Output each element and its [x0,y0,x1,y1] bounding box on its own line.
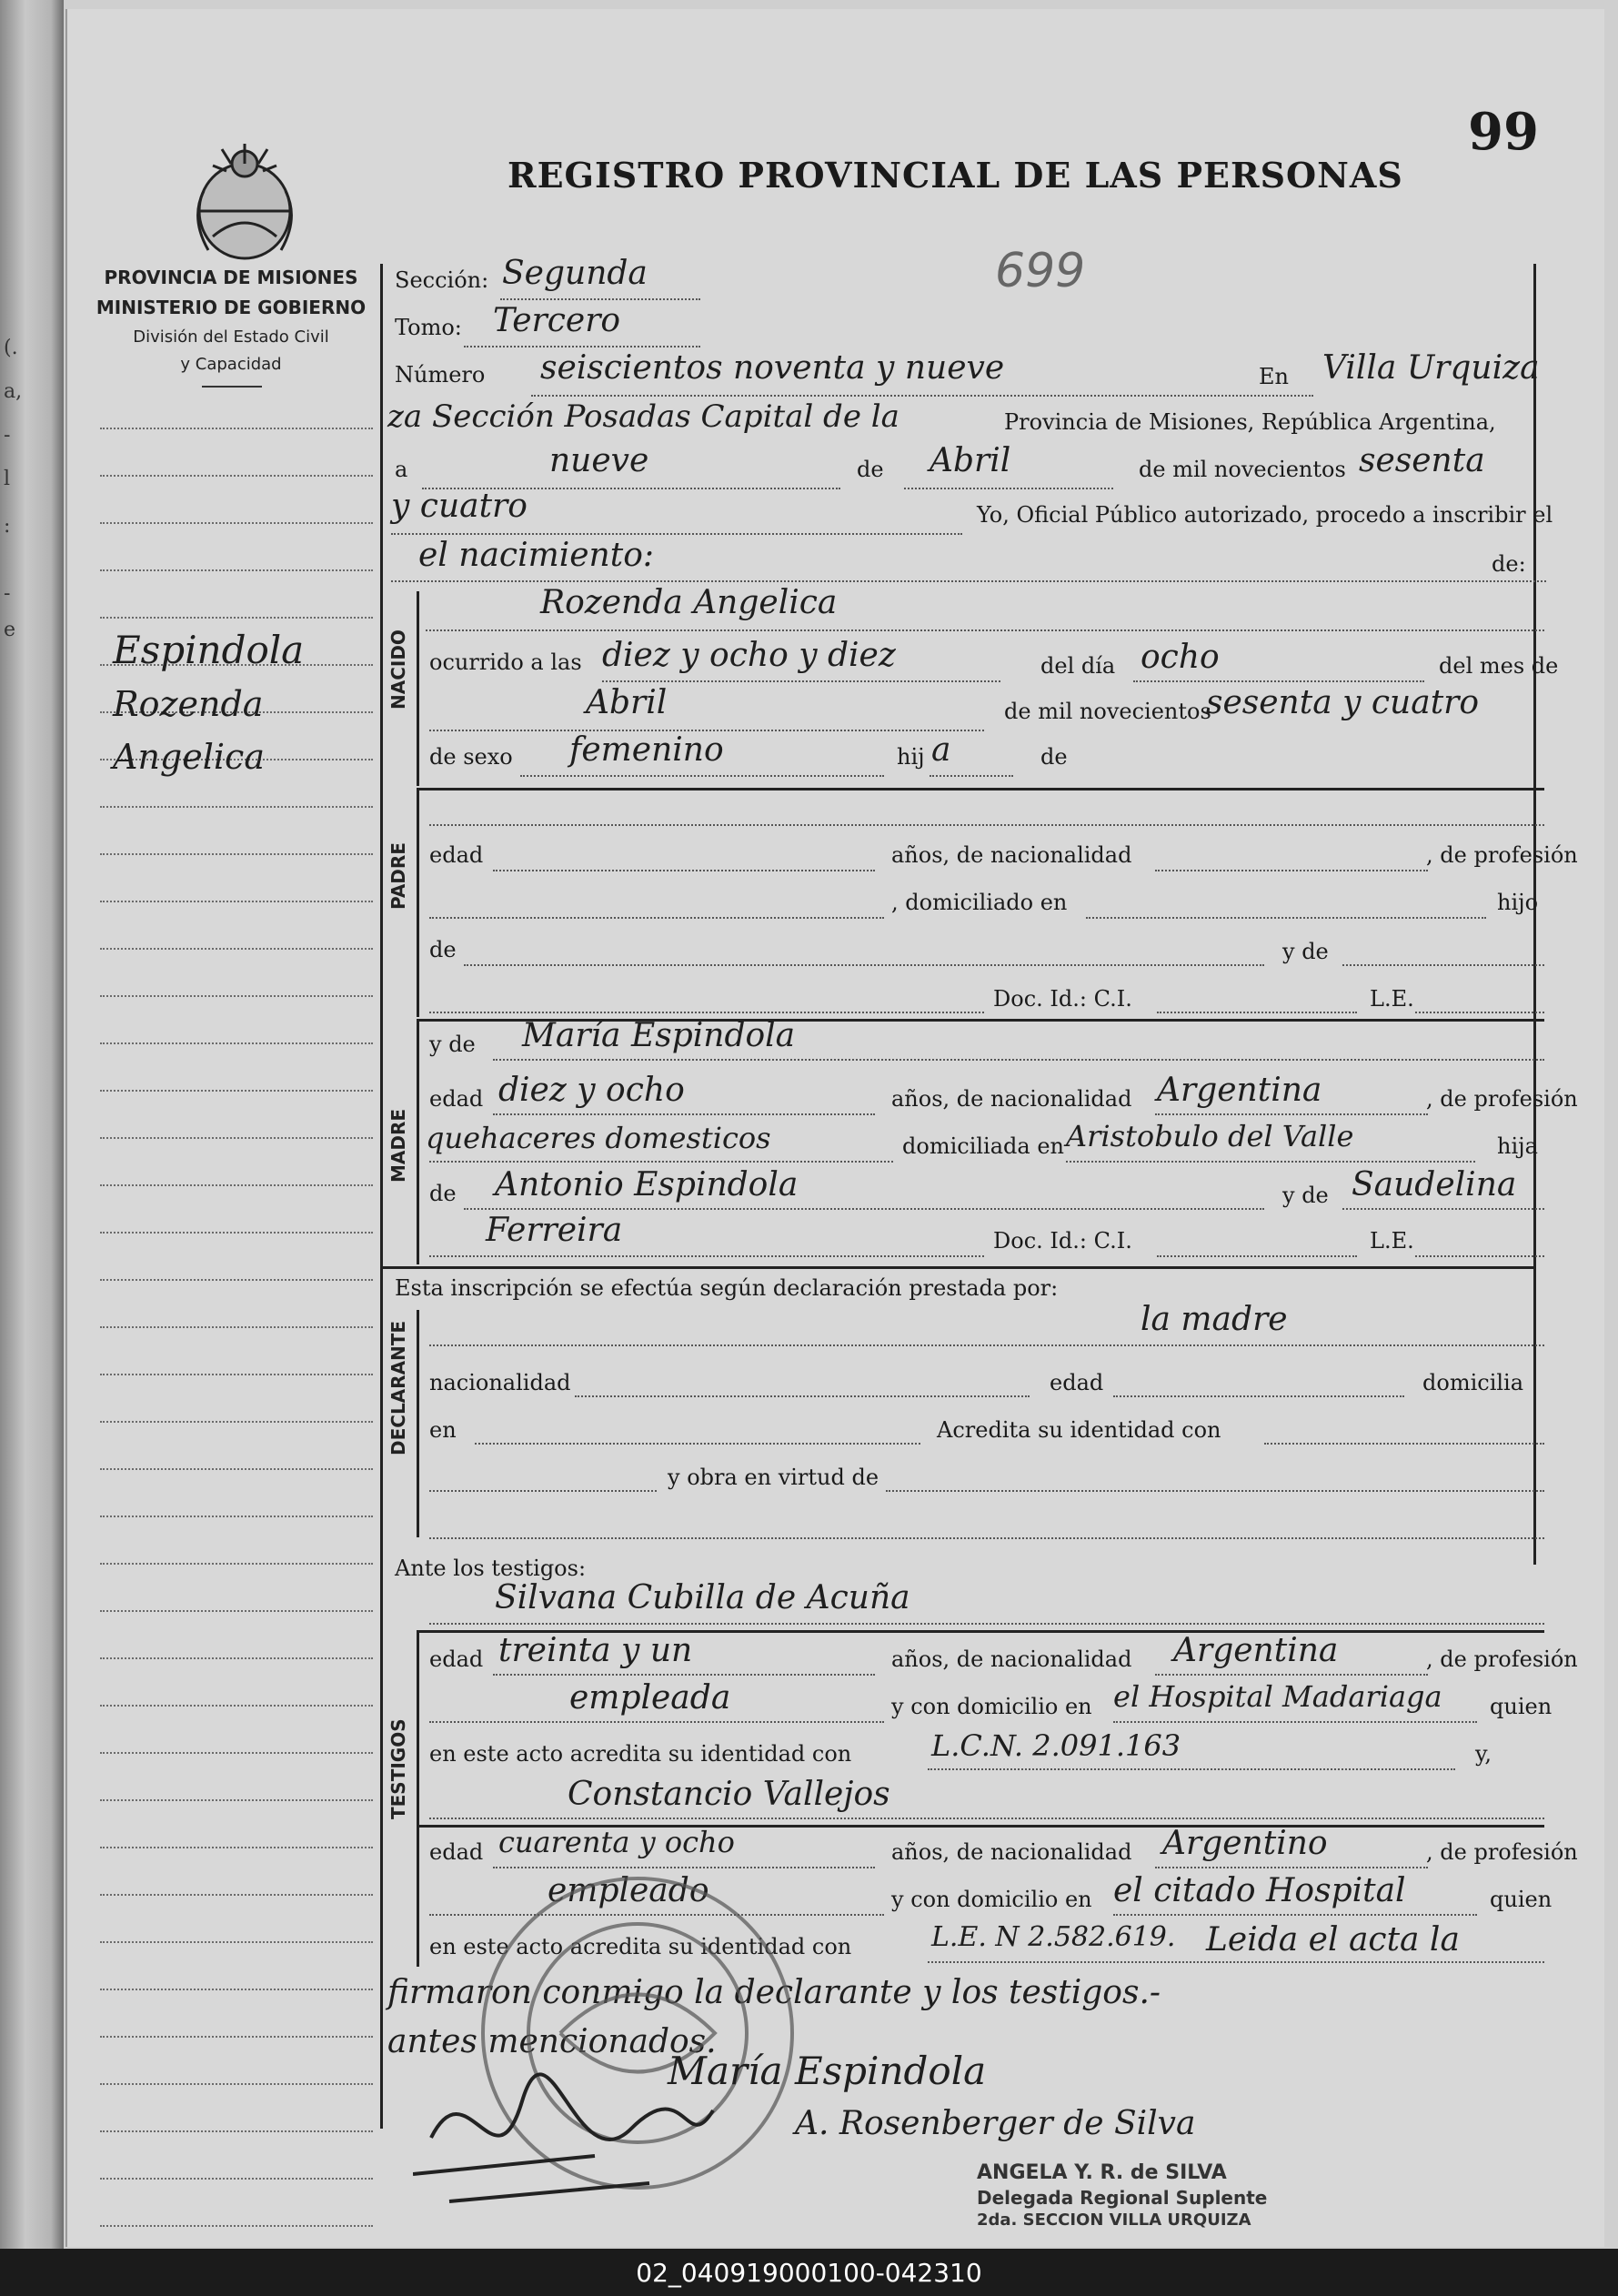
margin-note-name: Angelica [113,737,265,777]
padre-edad-label: edad [429,842,484,868]
t1-quien-label: quien [1490,1694,1553,1719]
t1-dom-value: el Hospital Madariaga [1113,1679,1442,1714]
fill-line [1066,1161,1475,1163]
margin-rule [100,1941,373,1943]
fill-line [1342,1208,1544,1210]
fill-line [429,824,1544,826]
nacido-nombre: Rozenda Angelica [540,584,838,621]
margin-rule [100,1894,373,1896]
t2-prof-value: empleado [548,1872,709,1909]
fill-line [391,580,1546,582]
margin-rule [100,853,373,855]
dia-value: ocho [1141,639,1220,676]
fill-line [1155,870,1428,871]
t1-y-label: y, [1475,1741,1492,1767]
margin-rule [100,1989,373,1990]
del-mes-label: del mes de [1439,653,1559,679]
declarante-nac-label: nacionalidad [429,1370,571,1395]
fill-line [520,775,884,777]
madre-nac-label: años, de nacionalidad [891,1086,1132,1112]
margin-rule [100,522,373,524]
padre-doc-label: Doc. Id.: C.I. [993,986,1132,1012]
officer-stamp-line: 2da. SECCION VILLA URQUIZA [977,2210,1251,2230]
margin-rule [100,2130,373,2132]
section-label-padre: PADRE [387,842,409,910]
section-border [417,1019,419,1264]
hij-value: a [931,731,951,769]
madre-doc-label: Doc. Id.: C.I. [993,1228,1132,1254]
fill-line [464,964,1264,966]
margin-rule [100,1799,373,1801]
ocurrido-label: ocurrido a las [429,650,582,675]
fill-line [429,1012,984,1013]
firma-text-line1: firmaron conmigo la declarante y los testigos.- [387,1974,1161,2011]
madre-prof-value: quehaceres domesticos [426,1121,771,1155]
fill-line [475,1443,920,1445]
t2-acredita-label: en este acto acredita su identidad con [429,1934,852,1959]
madre-de-label: de [429,1181,457,1206]
section-border [417,591,419,786]
margin-rule [100,1232,373,1234]
adjacent-page-glyph: - [4,582,11,605]
fill-line [464,346,700,347]
section-border [417,1630,419,1967]
fill-line [1113,1395,1404,1397]
madre-dom-value: Aristobulo del Valle [1066,1119,1354,1153]
coat-of-arms-icon [186,136,304,273]
t1-dom-label: y con domicilio en [891,1694,1092,1719]
madre-dom-label: domiciliada en [902,1133,1064,1159]
ministry-line: MINISTERIO DE GOBIERNO [95,297,367,318]
lugar-value: za Sección Posadas Capital de la [387,398,899,435]
fill-line [493,1113,875,1115]
margin-rule [100,2083,373,2085]
fill-line [928,1961,1544,1963]
fill-line [429,1161,893,1163]
fill-line [429,1721,884,1723]
declarante-obra-label: y obra en virtud de [668,1465,879,1490]
adjacent-page-glyph: l [4,468,11,490]
padre-dom-label: , domiciliado en [891,890,1068,915]
t1-edad-value: treinta y un [498,1632,693,1669]
margin-rule [100,948,373,950]
del-dia-label: del día [1040,653,1116,679]
section-divider [417,788,1544,791]
fill-line [1157,1255,1357,1257]
margin-rule [100,1752,373,1754]
margin-rule [100,995,373,997]
firma-text-line2: antes mencionados. [387,2023,717,2060]
margin-rule [100,1468,373,1470]
t1-doc-value: L.C.N. 2.091.163 [931,1728,1181,1763]
adjacent-page-glyph: a, [4,380,23,403]
margin-rule [100,1279,373,1281]
section-border [417,1310,419,1537]
margin-rule [100,1137,373,1139]
declarante-acredita-label: Acredita su identidad con [937,1417,1221,1443]
de-label: de [1040,744,1068,770]
t2-nac-value: Argentino [1162,1825,1328,1862]
en-label: En [1259,364,1289,389]
ministry-line: PROVINCIA DE MISIONES [104,267,358,288]
madre-madre-value-continued: Ferreira [486,1212,623,1249]
de-label: de: [1492,551,1526,577]
sexo-value: femenino [569,731,724,769]
margin-rule [100,569,373,571]
madre-edad-value: diez y ocho [498,1072,685,1109]
t2-nac-label: años, de nacionalidad [891,1839,1132,1865]
fill-line [1264,1443,1544,1445]
tomo-label: Tomo: [395,315,462,340]
margin-rule [100,1705,373,1707]
margin-rule [100,2225,373,2227]
fill-line [1155,1867,1428,1868]
fill-line [1342,964,1544,966]
margin-rule [100,2036,373,2038]
anio-value: sesenta [1359,442,1485,479]
anio-value: sesenta y cuatro [1206,684,1480,721]
madre-madre-value: Saudelina [1352,1166,1517,1203]
oficial-signature: A. Rosenberger de Silva [795,2105,1196,2142]
tomo-value: Tercero [493,302,621,339]
a-label: a [395,457,408,482]
fill-line [1155,1674,1428,1676]
fill-line [928,1768,1455,1770]
anio-value-continued: y cuatro [391,488,528,525]
margin-rule [100,2178,373,2180]
madre-prof-label: , de profesión [1426,1086,1578,1112]
fill-line [904,488,1113,489]
fill-line [391,533,962,535]
fill-line [464,1208,1264,1210]
padre-le-label: L.E. [1370,986,1414,1012]
ministry-line: y Capacidad [180,355,282,374]
officer-stamp-line: ANGELA Y. R. de SILVA [977,2161,1227,2184]
fill-line [500,298,700,300]
t1-acredita-label: en este acto acredita su identidad con [429,1741,852,1767]
padre-hijo-label: hijo [1497,890,1539,915]
fill-line [886,1490,1544,1492]
anio-label: de mil novecientos [1139,457,1346,482]
t1-nac-label: años, de nacionalidad [891,1646,1132,1672]
oficial-text: Yo, Oficial Público autorizado, procedo a inscribir el [977,502,1553,528]
t1-prof-label: , de profesión [1426,1646,1578,1672]
t2-edad-label: edad [429,1839,484,1865]
declarante-edad-label: edad [1050,1370,1104,1395]
madre-hija-label: hija [1497,1133,1538,1159]
fill-line [1113,1721,1477,1723]
fill-line [1113,1914,1477,1916]
margin-note-surname: Espindola [113,628,305,672]
margin-rule [100,1657,373,1659]
fill-line [429,1255,984,1257]
margin-rule [100,901,373,902]
padre-prof-label: , de profesión [1426,842,1578,868]
madre-nac-value: Argentina [1157,1072,1322,1109]
fill-line [429,1623,1544,1625]
sexo-label: de sexo [429,744,513,770]
margin-rule [100,806,373,808]
margin-rule [100,1847,373,1848]
declaracion-text: Esta inscripción se efectúa según declaración prestada por: [395,1275,1059,1301]
madre-padre-value: Antonio Espindola [495,1166,799,1203]
fill-line [575,1395,1030,1397]
fill-line [1157,1012,1357,1013]
numero-value: seiscientos noventa y nueve [540,349,1005,387]
t2-doc-value: L.E. N 2.582.619. [931,1921,1176,1953]
padre-y-de-label: y de [1282,939,1329,964]
t2-edad-value: cuarenta y ocho [498,1825,735,1859]
madre-y-de-label: y de [1282,1183,1329,1208]
t2-quien-label: quien [1490,1887,1553,1912]
section-border [417,788,419,1017]
fill-line [493,1059,1544,1061]
madre-le-label: L.E. [1370,1228,1414,1254]
madre-nombre: María Espindola [522,1017,796,1054]
margin-rule [100,475,373,477]
t2-dom-value: el citado Hospital [1113,1872,1406,1909]
margin-rule [100,1610,373,1612]
section-label-nacido: NACIDO [387,629,409,710]
t2-dom-label: y con domicilio en [891,1887,1092,1912]
section-divider [382,1266,1533,1269]
fill-line [602,680,1000,682]
padre-de-label: de [429,937,457,962]
margin-rule [100,1090,373,1092]
margin-rule [100,428,373,429]
fill-line [1086,917,1486,919]
t1-prof-value: empleada [569,1679,731,1717]
mes-value: Abril [930,442,1011,479]
fill-line [429,1818,1544,1819]
fill-line [429,1490,657,1492]
hij-label: hij [897,744,925,770]
fill-line [531,395,1313,397]
margin-rule [100,1563,373,1565]
mes-value: Abril [586,684,668,721]
t1-edad-label: edad [429,1646,484,1672]
madre-signature: María Espindola [668,2049,987,2093]
leida-text: Leida el acta la [1206,1921,1460,1959]
anio-label: de mil novecientos [1004,699,1211,724]
margin-rule [100,1042,373,1044]
seccion-value: Segunda [502,255,648,292]
margin-note-name: Rozenda [113,684,264,724]
ministry-line: División del Estado Civil [133,327,329,347]
margin-rule [100,1421,373,1423]
fill-line [429,1344,1544,1346]
margin-rule [100,1184,373,1186]
hora-value: diez y ocho y diez [602,637,896,674]
fill-line [493,870,875,871]
fill-line [1415,1255,1544,1257]
footer-strip [0,2249,1618,2296]
fill-line [930,775,1013,777]
dia-value: nueve [549,442,649,479]
margin-rule [100,1326,373,1328]
adjacent-page-glyph: e [4,619,16,641]
en-value: Villa Urquiza [1322,349,1540,387]
t2-prof-label: , de profesión [1426,1839,1578,1865]
officer-stamp-line: Delegada Regional Suplente [977,2187,1268,2209]
declaracion-value: la madre [1141,1301,1288,1338]
madre-y-de-label: y de [429,1032,476,1057]
adjacent-page-glyph: : [4,515,11,538]
provincia-text: Provincia de Misiones, República Argentina, [1004,409,1496,435]
page-title: REGISTRO PROVINCIAL DE LAS PERSONAS [508,155,1403,196]
margin-rule [100,1374,373,1375]
register-form [65,9,1604,2247]
handwritten-record-number: 699 [995,244,1086,298]
fill-line [1415,1012,1544,1013]
section-label-declarante: DECLARANTE [387,1320,409,1455]
padre-nac-label: años, de nacionalidad [891,842,1132,868]
section-label-testigos: TESTIGOS [387,1718,409,1819]
margin-rule [100,617,373,619]
madre-edad-label: edad [429,1086,484,1112]
adjacent-page-glyph: - [4,424,11,447]
image-id: 02_040919000100-042310 [636,2258,982,2288]
page-number: 99 [1468,102,1539,162]
testigos-label: Ante los testigos: [395,1556,587,1581]
fill-line [1133,680,1424,682]
declarante-en-label: en [429,1417,457,1443]
seccion-label: Sección: [395,267,489,293]
adjacent-page-edge [0,0,64,2249]
fill-line [493,1674,875,1676]
acto-value: el nacimiento: [418,537,654,574]
divider [202,386,262,388]
testigo1-nombre: Silvana Cubilla de Acuña [495,1579,910,1616]
fill-line [429,1537,1544,1539]
numero-label: Número [395,362,486,388]
fill-line [429,917,884,919]
fill-line [426,629,1544,631]
section-label-madre: MADRE [387,1108,409,1183]
declarante-dom-label: domicilia [1422,1370,1524,1395]
margin-rule [100,1516,373,1517]
fill-line [1155,1113,1428,1115]
de-label: de [857,457,884,482]
testigo2-nombre: Constancio Vallejos [568,1776,890,1813]
t1-nac-value: Argentina [1173,1632,1339,1669]
adjacent-page-glyph: (. [4,337,18,359]
